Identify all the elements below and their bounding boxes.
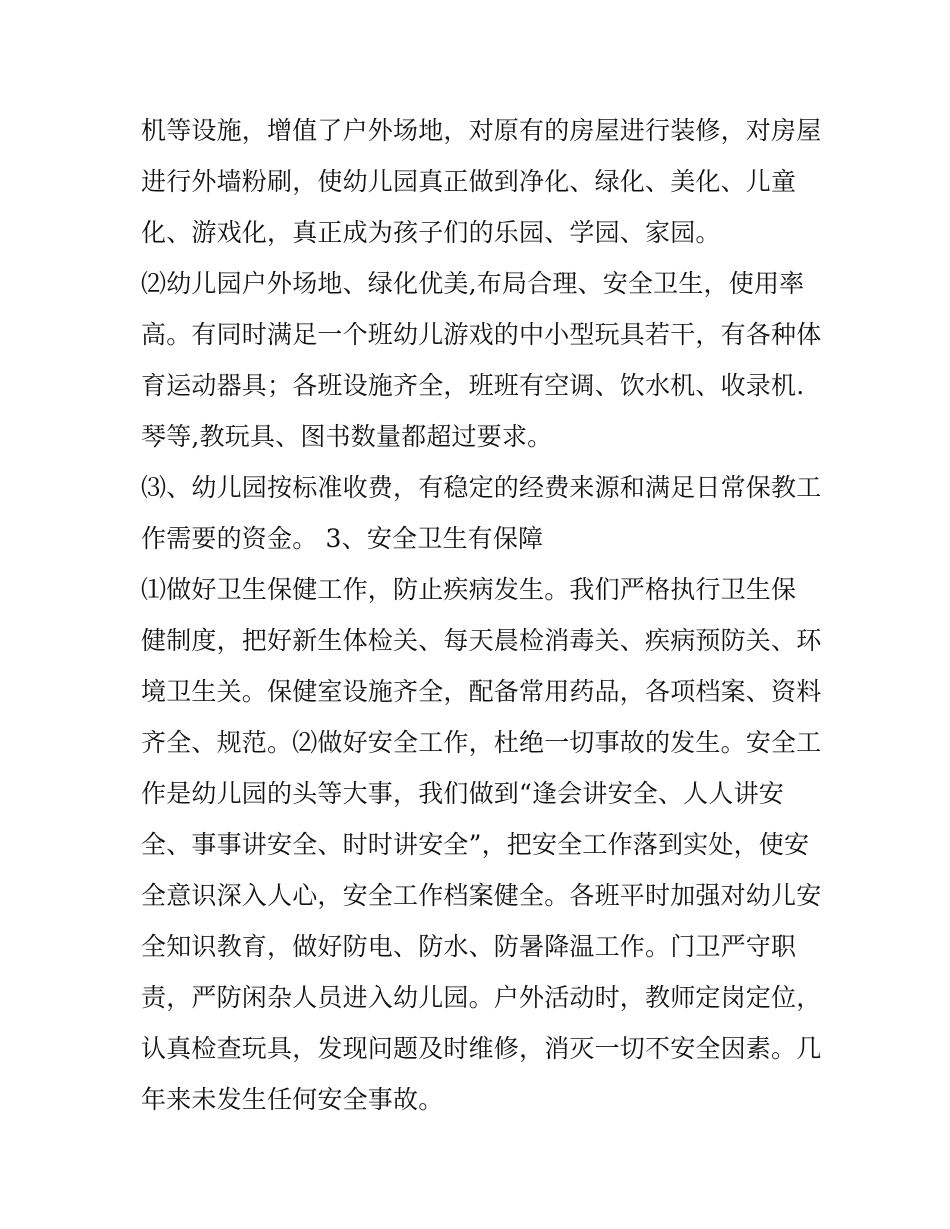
text-line: 高。有同时满足一个班幼儿游戏的中小型玩具若干，有各种体 [141,320,822,349]
text-line: 认真检查玩具，发现问题及时维修，消灭一切不安全因素。几 [141,1034,822,1063]
text-line: ⑵幼儿园户外场地、绿化优美,布局合理、安全卫生，使用率 [141,269,805,298]
document-body [141,105,821,1125]
text-line: 化、游戏化，真正成为孩子们的乐园、学园、家园。 [141,218,721,247]
text-line: 年来未发生任何安全事故。 [141,1085,444,1114]
text-line: 机等设施，增值了户外场地，对原有的房屋进行装修，对房屋 [141,116,822,145]
text-line: 进行外墙粉刷，使幼儿园真正做到净化、绿化、美化、儿童 [141,167,797,196]
text-line: 琴等,教玩具、图书数量都超过要求。 [141,422,553,451]
text-line: 责，严防闲杂人员进入幼儿园。户外活动时，教师定岗定位， [141,983,822,1012]
text-line: 境卫生关。保健室设施齐全，配备常用药品，各项档案、资料 [141,677,822,706]
text-line: 作需要的资金。 3、安全卫生有保障 [141,524,544,553]
text-line: 齐全、规范。⑵做好安全工作，杜绝一切事故的发生。安全工 [141,728,822,757]
text-line: 全、事事讲安全、时时讲安全”，把安全工作落到实处，使安 [141,830,810,859]
text-line: 全知识教育，做好防电、防水、防暑降温工作。门卫严守职 [141,932,797,961]
text-line: 作是幼儿园的头等大事，我们做到“逢会讲安全、人人讲安 [141,779,784,808]
text-line: 全意识深入人心，安全工作档案健全。各班平时加强对幼儿安 [141,881,822,910]
text-line: 健制度，把好新生体检关、每天晨检消毒关、疾病预防关、环 [141,626,822,655]
text-line: ⑴做好卫生保健工作，防止疾病发生。我们严格执行卫生保 [141,575,797,604]
text-line: ⑶、幼儿园按标准收费，有稳定的经费来源和满足日常保教工 [141,473,822,502]
text-line: 育运动器具；各班设施齐全，班班有空调、饮水机、收录机. [141,371,805,400]
